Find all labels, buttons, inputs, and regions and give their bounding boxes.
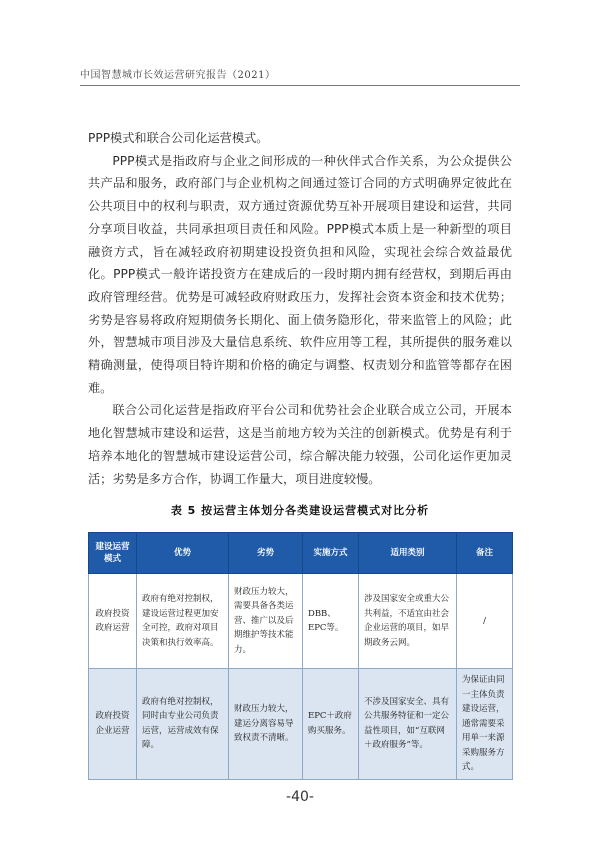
cell-category: 涉及国家安全或重大公共利益，不适宜由社会企业运营的项目，如早期政务云网。	[359, 574, 457, 669]
cell-mode: 政府投资企业运营	[89, 669, 137, 780]
header-category: 适用类别	[359, 533, 457, 574]
header-note: 备注	[457, 533, 513, 574]
paragraph-ppp: PPP模式是指政府与企业之间形成的一种伙伴式合作关系，为公众提供公共产品和服务，政府部门与企业机构之间通过签订合同的方式明确界定彼此在公共项目中的权利与职责，双方通过资源优势互补开展项目建设和运营，共同分享项目收益，共同承担项目责任和风险。PPP模式本质上是一种新型的项目融资方式，旨在减轻政府初期建设投资负担和风险，实现社会综合效益最优化。PPP模式一般许诺投资方在建成后的一段时期内拥有经营权，到期后再由政府管理经营。优势是可减轻政府财政压力，发挥社会资本资金和技术优势；劣势是容易将政府短期债务长期化、面上债务隐形化，带来监管上的风险；此外，智慧城市项目涉及大量信息系统、软件应用等工程，其所提供的服务难以精确测量，使得项目特许期和价格的确定与调整、权责划分和监管等都存在困难。	[88, 153, 512, 395]
header-advantage: 优势	[137, 533, 229, 574]
cell-note: 为保证由同一主体负责建设运营，通常需要采用单一来源采购服务方式。	[457, 669, 513, 780]
table-row	[89, 669, 513, 780]
cell-advantage: 政府有绝对控制权，建设运营过程更加安全可控，政府对项目决策和执行效率高。	[137, 574, 229, 669]
cell-category: 不涉及国家安全、具有公共服务特征和一定公益性项目，如“互联网＋政府服务”等。	[359, 669, 457, 780]
paragraph-continuation: PPP模式和联合公司化运营模式。	[88, 131, 269, 145]
comparison-table	[88, 532, 513, 780]
header-mode: 建设运营模式	[89, 533, 137, 574]
table-row	[89, 574, 513, 669]
paragraph-joint-company: 联合公司化运营是指政府平台公司和优势社会企业联合成立公司，开展本地化智慧城市建设和运营，这是当前地方较为关注的创新模式。优势是有利于培养本地化的智慧城市建设运营公司，综合解决能力较强，公司化运作更加灵活；劣势是多方合作，协调工作量大，项目进度较慢。	[88, 403, 512, 486]
header-method: 实施方式	[303, 533, 359, 574]
cell-mode: 政府投资政府运营	[89, 574, 137, 669]
table-title: 表 5 按运营主体划分各类建设运营模式对比分析	[170, 504, 430, 517]
running-header: 中国智慧城市长效运营研究报告（2021）	[80, 70, 276, 81]
cell-method: EPC＋政府购买服务。	[303, 669, 359, 780]
cell-disadvantage: 财政压力较大，建运分离容易导致权责不清晰。	[229, 669, 303, 780]
table-header-row	[89, 533, 513, 574]
cell-disadvantage: 财政压力较大，需要具备各类运营、推广以及后期维护等技术能力。	[229, 574, 303, 669]
header-divider	[80, 85, 520, 86]
body-text	[88, 127, 512, 490]
cell-note: /	[457, 574, 513, 669]
cell-advantage: 政府有绝对控制权，同时由专业公司负责运营，运营成效有保障。	[137, 669, 229, 780]
header-disadvantage: 劣势	[229, 533, 303, 574]
cell-method: DBB、EPC等。	[303, 574, 359, 669]
page-number: -40-	[286, 789, 314, 805]
